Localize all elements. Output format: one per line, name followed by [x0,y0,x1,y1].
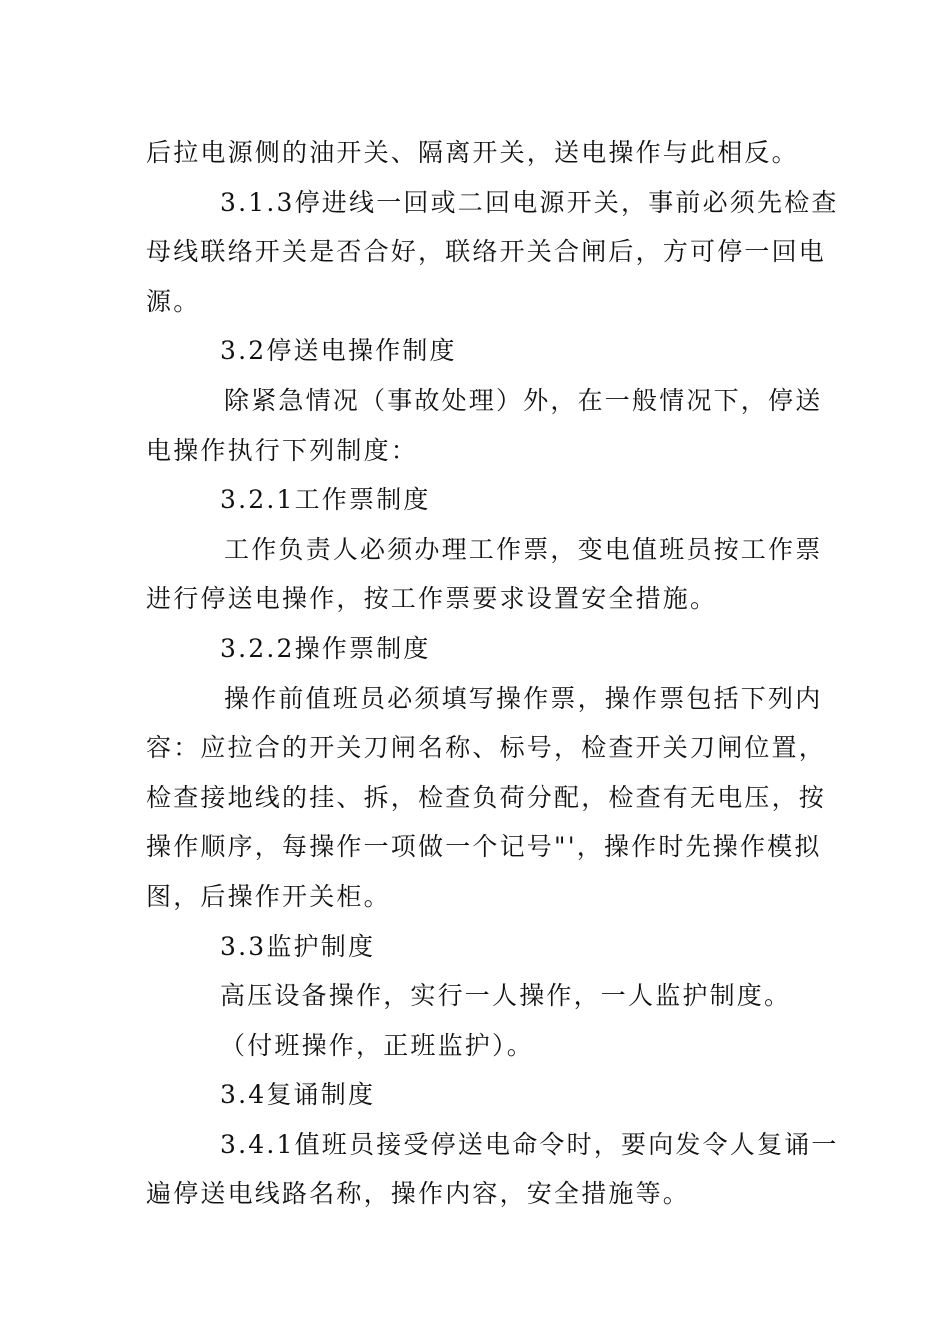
paragraph-line: 除紧急情况（事故处理）外，在一般情况下，停送 [224,385,823,415]
paragraph-line: 源。 [146,286,201,316]
paragraph-line: 高压设备操作，实行一人操作，一人监护制度。 [220,981,792,1011]
section-heading-3-3: 3.3监护制度 [220,931,376,961]
section-heading-3-1-3: 3.1.3停进线一回或二回电源开关，事前必须先检查 [220,187,839,217]
paragraph-line: 进行停送电操作，按工作票要求设置安全措施。 [146,584,718,614]
section-heading-3-2: 3.2停送电操作制度 [220,336,457,366]
paragraph-line: 操作顺序，每操作一项做一个记号"'，操作时先操作模拟 [146,832,822,862]
section-heading-3-2-2: 3.2.2操作票制度 [220,633,431,663]
paragraph-line: （付班操作，正班监护）。 [220,1030,534,1060]
paragraph-line: 容：应拉合的开关刀闸名称、标号，检查开关刀闸位置， [146,733,827,763]
paragraph-line: 操作前值班员必须填写操作票，操作票包括下列内 [224,683,823,713]
paragraph-line: 工作负责人必须办理工作票，变电值班员按工作票 [224,534,823,564]
paragraph-line: 检查接地线的挂、拆，检查负荷分配，检查有无电压，按 [146,782,827,812]
paragraph-line: 电操作执行下列制度： [146,435,419,465]
paragraph-line: 遍停送电线路名称，操作内容，安全措施等。 [146,1179,691,1209]
section-heading-3-4-1: 3.4.1值班员接受停送电命令时，要向发令人复诵一 [220,1129,839,1159]
section-heading-3-4: 3.4复诵制度 [220,1080,376,1110]
section-heading-3-2-1: 3.2.1工作票制度 [220,485,431,515]
paragraph-line: 后拉电源侧的油开关、隔离开关，送电操作与此相反。 [146,138,799,167]
document-body [146,128,839,1219]
paragraph-line: 母线联络开关是否合好，联络开关合闸后，方可停一回电 [146,237,827,267]
paragraph-line: 图，后操作开关柜。 [146,881,391,911]
